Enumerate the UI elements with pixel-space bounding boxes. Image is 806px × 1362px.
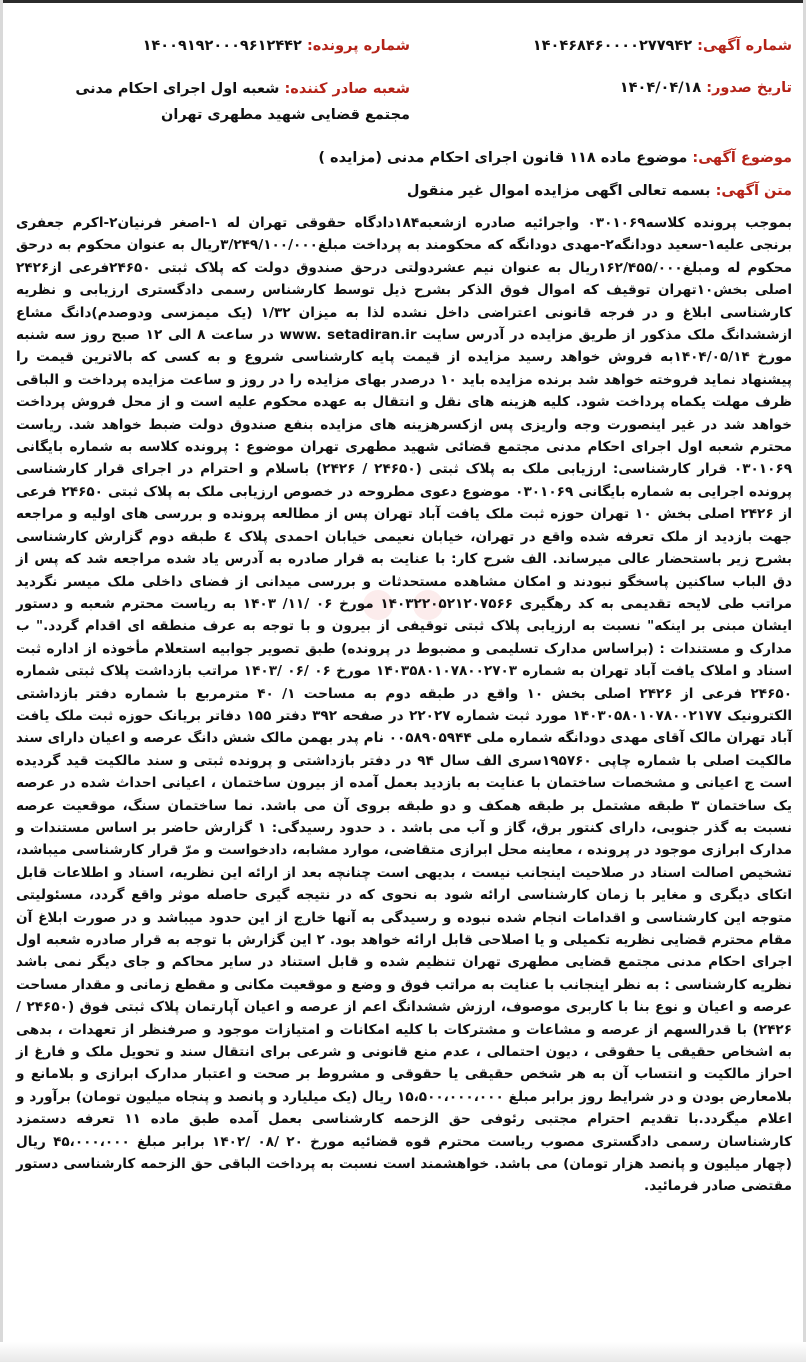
issue-date-row: [620, 78, 792, 98]
text-title-value: بسمه تعالی اگهی مزایده اموال غیر منقول: [406, 183, 711, 199]
notice-body: بموجب پرونده کلاسه۰۳۰۱۰۶۹ واجرائیه صادره ازشعبه۱۸۴دادگاه حقوقی تهران له ۱-اصغر فرنیان۲-اکرم جعفری برنجی علیه۱-سعید دودانگه۲-مهدی دودانگه که محکومند به پرداخت مبلغ۳/۲۴۹/۱۰۰/۰۰۰ریال به عنوان محکوم به درحق محکوم له ومبلغ۱۶۲/۴۵۵/۰۰۰ریال به عنوان نیم عشردولتی درحق صندوق دولت که پلاک ثبتی ۲۴۶۵۰فرعی از۲۴۲۶ اصلی بخش۱۰تهران توقیف که اموال فوق الذکر بشرح ذیل توسط کارشناس رسمی دادگستری ارزیابی و نظریه کارشناسی ابلاغ و در فرجه قانونی اعتراضی داخل نشده لذا به میزان ۱/۳۲ (یک میمزسی ودوصدم)دانگ مشاع ازششدانگ ملک مذکور از طریق مزایده در آدرس سایت www. setadiran.ir در ساعت ۸ الی ۱۲ صبح روز سه شنبه مورخ ۱۴۰۴/۰۵/۱۴به فروش خواهد رسید مزایده از قیمت پایه کارشناسی شروع و به کسی که بالاترین قیمت را پیشنهاد نماید فروخته خواهد شد برنده مزایده باید ۱۰ درصدر بهای مزایده را در روز و ساعت مزایده پرداخت و الباقی ظرف مهلت یکماه پرداخت شود. کلیه هزینه های نقل و انتقال به عهده محکوم علیه است و از محل فروش پرداخت خواهد شد در غیر اینصورت وجه واریزی پس ازکسرهزینه های مزایده بنفع صندوق دولت ضبط خواهد شد. ریاست محترم شعبه اول اجرای احکام مدنی مجتمع قضائی شهید مطهری تهران موضوع : پرونده کلاسه به شماره بایگانی ۰۳۰۱۰۶۹ قرار کارشناسی: ارزیابی ملک به پلاک ثبتی (۲۴۶۵۰ / ۲۴۲۶) باسلام و احترام در اجرای قرار کارشناسی پرونده اجرایی به شماره بایگانی ۰۳۰۱۰۶۹ موضوع دعوی مطروحه در خصوص ارزیابی ملک به پلاک ثبتی ۲۴۶۵۰ فرعی از ۲۴۲۶ اصلی بخش ۱۰ تهران حوزه ثبت ملک یافت آباد تهران پس از مطالعه پرونده و بررسی های اولیه و مراجعه جهت بازدید از ملک تعرفه شده واقع در تهران، خیابان نعیمی خیابان احمدی پلاک ٤ طبقه دوم گزارش کارشناسی بشرح زیر باستحضار عالی میرساند. الف شرح کار: با عنایت به قرار صادره به آدرس یاد شده مراجعه شد که پس از دق الباب ساکنین پاسخگو نبودند و امکان مشاهده مستحدثات و بررسی میدانی از فضای داخلی ملک میسر نگردید مراتب طی لایحه تقدیمی به کد رهگیری ۱۴۰۳۲۲۰۵۲۱۲۰۷۵۶۶ مورخ ۰۶ /۱۱/ ۱۴۰۳ به ریاست محترم شعبه و دستور ایشان مبنی بر اینکه" نسبت به ارزیابی پلاک ثبتی توقیفی از بیرون و با توجه به عرف منطقه ای اقدام گردد." ب مدارک و مستندات : (براساس مدارک تسلیمی و مضبوط در پرونده) طبق تصویر جوابیه استعلام مأخوذه از اداره ثبت اسناد و املاک یافت آباد تهران به شماره ۱۴۰۳۵۸۰۱۰۷۸۰۰۲۷۰۳ مورخ ۰۶ /۰۶ /۱۴۰۳ مراتب بازداشت پلاک ثبتی شماره ۲۴۶۵۰ فرعی از ۲۴۲۶ اصلی بخش ۱۰ واقع در طبقه دوم به مساحت ۱/ ۴۰ مترمربع با شماره دفتر بازداشتی الکترونیک ۱۴۰۳۰۵۸۰۱۰۷۸۰۰۲۱۷۷ مورد ثبت شماره ۲۲۰۲۷ در صفحه ۳۹۲ دفتر ۱۵۵ دفاتر بریانک حوزه ثبت ملک یافت آباد تهران مالک آقای مهدی دودانگه شماره ملی ۰۰۵۸۹۰۵۹۴۴ نام پدر بهمن مالک شش دانگ عرصه و اعیان دارای سند مالکیت اصلی با شماره چاپی ۱۹۵۷۶۰سری الف سال ۹۴ در دفتر بازداشتی و پرونده ثبتی و سند مالکیت قید گردیده است ج اعیانی و مشخصات ساختمان با عنایت به بازدید بعمل آمده از بیرون ساختمان ، اعیانی احداث شده در عرصه یک ساختمان ۳ طبقه مشتمل بر طبقه همکف و دو طبقه بروی آن می باشد. نما ساختمان سنگ، موقعیت عرصه نسبت به گذر جنوبی، دارای کنتور برق، گاز و آب می باشد . د حدود رسیدگی: ۱ گزارش حاضر بر اساس مستندات و مدارک ابرازی موجود در پرونده ، معاینه محل ابرازی متقاضی، موارد مشابه، دادخواست و مرّ قرار کارشناسی میباشد، تشخیص اصالت اسناد در صلاحیت اینجانب نیست ، بدیهی است چنانچه بعد از ارائه این نظریه، اسناد و اطلاعات قابل اتکای دیگری و مغایر با زمان کارشناسی ارائه شود به نحوی که در نتیجه گیری حاصله موثر واقع گردد، مسئولیتی متوجه این کارشناسی و اقدامات انجام شده نبوده و رسیدگی به آنها خارج از این حدود میباشد و در صورت ابلاغ آن مقام محترم قضایی نظریه تکمیلی و یا اصلاحی قابل ارائه خواهد بود. ۲ این گزارش با توجه به قرار صادره شعبه اول اجرای احکام مدنی مجتمع قضایی مطهری تهران تنظیم شده و قابل استناد در سایر محاکم و جای دیگر نمی باشد نظریه کارشناسی : به نظر اینجانب با عنایت به مراتب فوق و وضع و موقعیت مکانی و مقطع زمانی و مقدار مساحت عرصه و اعیان و نوع بنا با کاربری موصوف، ارزش ششدانگ اعم از عرصه و اعیان آپارتمان پلاک ثبتی فوق (۲۴۶۵۰ / ۲۴۲۶) با قدرالسهم از عرصه و مشاعات و مشترکات با کلیه امکانات و امتیازات موجود و صرفنظر از تعهدات ، بدهی به اشخاص حقیقی یا حقوقی ، دیون احتمالی ، عدم منع قانونی و شرعی برای انتقال سند و تحویل ملک و فارغ از احراز مالکیت و انتساب آن به هر شخص حقیقی یا حقوقی و مشروط بر صحت و اعتبار مدارک ابرازی و بلامانع و بلامعارض بودن و در شرایط روز برابر مبلغ ۱۵،۵۰۰،۰۰۰،۰۰۰ ریال (یک میلیارد و پانصد و پنجاه میلیون تومان) برآورد و اعلام میگردد.با تقدیم احترام مجتبی رئوفی حق الزحمه کارشناسی بعمل آمده طبق ماده ۱۱ تعرفه دستمزد کارشناسان رسمی دادگستری مصوب ریاست محترم قوه قضائیه مورخ ۲۰ /۰۸ /۱۴۰۲ برابر مبلغ ۴۵،۰۰۰،۰۰۰ ریال (چهار میلیون و پانصد هزار تومان) می باشد. خواهشمند است نسبت به پرداخت الباقی حق الزحمه کارشناسی دستور مقتضی صادر فرمائید.: [16, 215, 793, 1195]
subject-row: [22, 147, 792, 169]
case-number: ۱۴۰۰۹۱۹۲۰۰۰۹۶۱۲۴۴۲: [142, 38, 302, 54]
case-number-label: شماره پرونده:: [306, 38, 410, 54]
ad-number-label: شماره آگهی:: [697, 38, 792, 54]
subject-value: موضوع ماده ۱۱۸ قانون اجرای احکام مدنی (مزایده ): [318, 150, 688, 166]
subject-label: موضوع آگهی:: [692, 150, 792, 166]
ad-number-row: [533, 36, 792, 56]
issuer: شعبه اول اجرای احکام مدنی مجتمع قضایی شهید مطهری تهران: [75, 81, 410, 123]
issuer-label: شعبه صادر کننده:: [284, 81, 410, 97]
ad-number: ۱۴۰۴۶۸۴۶۰۰۰۰۲۷۷۹۴۲: [532, 38, 693, 54]
bottom-edge: [0, 1342, 806, 1362]
left-border: [0, 0, 3, 1362]
issue-date: ۱۴۰۴/۰۴/۱۸: [619, 80, 702, 96]
issue-date-label: تاریخ صدور:: [706, 80, 792, 96]
issuer-row: [50, 76, 410, 128]
text-title-row: [22, 180, 792, 202]
case-number-row: [143, 36, 410, 56]
text-title-label: متن آگهی:: [715, 183, 792, 199]
top-border: [0, 0, 806, 3]
notice-header: [18, 30, 792, 130]
